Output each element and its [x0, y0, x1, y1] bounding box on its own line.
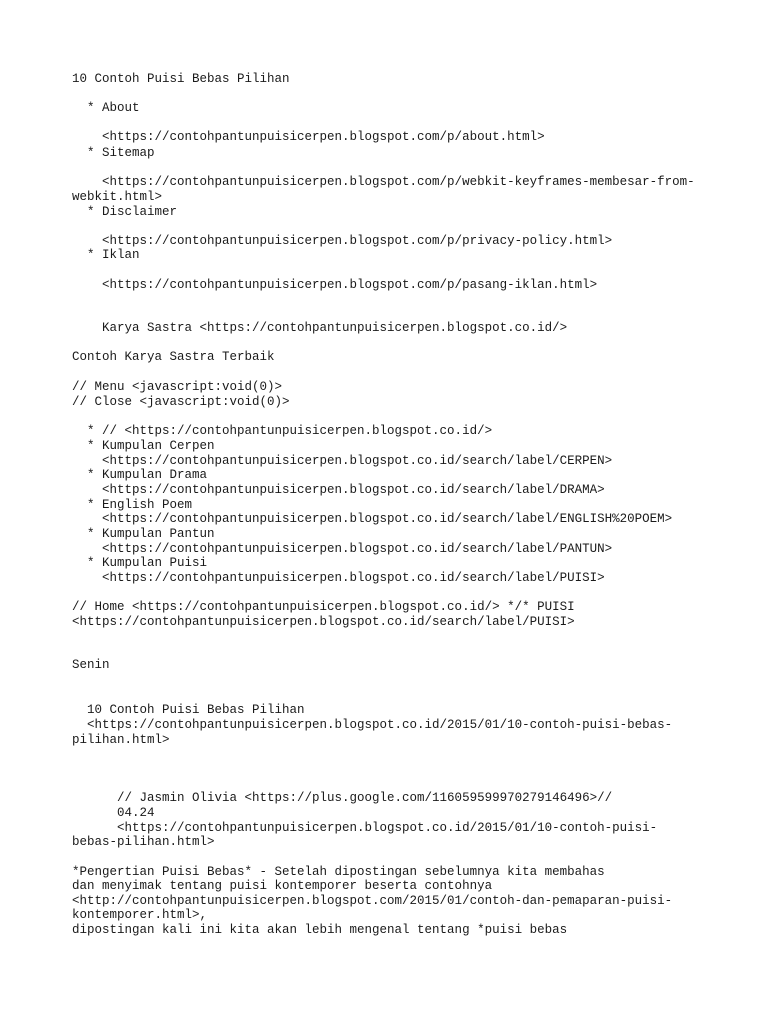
menu-link-sitemap[interactable]: <https://contohpantunpuisicerpen.blogspot.com/p/webkit-keyframes-membesar-from- — [72, 175, 695, 189]
nav-link-english-poem[interactable]: <https://contohpantunpuisicerpen.blogspot.co.id/search/label/ENGLISH%20POEM> — [72, 512, 673, 526]
breadcrumb-link-puisi[interactable]: <https://contohpantunpuisicerpen.blogspot.co.id/search/label/PUISI> — [72, 615, 575, 629]
site-tagline: Contoh Karya Sastra Terbaik — [72, 350, 275, 364]
nav-item-puisi[interactable]: * Kumpulan Puisi — [72, 556, 208, 570]
body-paragraph-line: dipostingan kali ini kita akan lebih mengenal tentang *puisi bebas — [72, 923, 568, 937]
menu-link-iklan[interactable]: <https://contohpantunpuisicerpen.blogspot.com/p/pasang-iklan.html> — [72, 278, 598, 292]
body-inline-link[interactable]: <http://contohpantunpuisicerpen.blogspot.com/2015/01/contoh-dan-pemaparan-puisi- — [72, 894, 673, 908]
menu-item-iklan[interactable]: * Iklan — [72, 248, 140, 262]
post-author[interactable]: // Jasmin Olivia <https://plus.google.com/116059599970279146496>// — [72, 791, 613, 805]
nav-link-pantun[interactable]: <https://contohpantunpuisicerpen.blogspot.co.id/search/label/PANTUN> — [72, 542, 613, 556]
menu-link-disclaimer[interactable]: <https://contohpantunpuisicerpen.blogspot.com/p/privacy-policy.html> — [72, 234, 613, 248]
menu-toggle-link[interactable]: // Menu <javascript:void(0)> — [72, 380, 283, 394]
site-brand-link[interactable]: Karya Sastra <https://contohpantunpuisicerpen.blogspot.co.id/> — [72, 321, 568, 335]
nav-item-english-poem[interactable]: * English Poem — [72, 498, 193, 512]
menu-item-disclaimer[interactable]: * Disclaimer — [72, 205, 178, 219]
body-inline-link-cont[interactable]: kontemporer.html>, — [72, 908, 208, 922]
nav-link-drama[interactable]: <https://contohpantunpuisicerpen.blogspot.co.id/search/label/DRAMA> — [72, 483, 605, 497]
close-toggle-link[interactable]: // Close <javascript:void(0)> — [72, 395, 290, 409]
body-paragraph-line: dan menyimak tentang puisi kontemporer beserta contohnya — [72, 879, 493, 893]
body-paragraph-line: *Pengertian Puisi Bebas* - Setelah dipostingan sebelumnya kita membahas — [72, 865, 605, 879]
nav-item-home[interactable]: * // <https://contohpantunpuisicerpen.blogspot.co.id/> — [72, 424, 493, 438]
nav-item-drama[interactable]: * Kumpulan Drama — [72, 468, 208, 482]
nav-link-puisi[interactable]: <https://contohpantunpuisicerpen.blogspot.co.id/search/label/PUISI> — [72, 571, 605, 585]
breadcrumb[interactable]: // Home <https://contohpantunpuisicerpen.blogspot.co.id/> */* PUISI — [72, 600, 575, 614]
post-title-link-cont[interactable]: pilihan.html> — [72, 733, 170, 747]
menu-link-sitemap-cont[interactable]: webkit.html> — [72, 190, 163, 204]
post-title[interactable]: 10 Contoh Puisi Bebas Pilihan — [72, 703, 305, 717]
post-time: 04.24 — [72, 806, 155, 820]
nav-link-cerpen[interactable]: <https://contohpantunpuisicerpen.blogspot.co.id/search/label/CERPEN> — [72, 454, 613, 468]
menu-link-about[interactable]: <https://contohpantunpuisicerpen.blogspot.com/p/about.html> — [72, 130, 545, 144]
post-title-link[interactable]: <https://contohpantunpuisicerpen.blogspot.co.id/2015/01/10-contoh-puisi-bebas- — [72, 718, 673, 732]
nav-item-cerpen[interactable]: * Kumpulan Cerpen — [72, 439, 215, 453]
post-permalink[interactable]: <https://contohpantunpuisicerpen.blogspot.co.id/2015/01/10-contoh-puisi- — [72, 821, 658, 835]
menu-item-about[interactable]: * About — [72, 101, 140, 115]
post-permalink-cont[interactable]: bebas-pilihan.html> — [72, 835, 215, 849]
menu-item-sitemap[interactable]: * Sitemap — [72, 146, 155, 160]
page-title-line: 10 Contoh Puisi Bebas Pilihan — [72, 72, 290, 86]
post-day: Senin — [72, 658, 110, 672]
nav-item-pantun[interactable]: * Kumpulan Pantun — [72, 527, 215, 541]
